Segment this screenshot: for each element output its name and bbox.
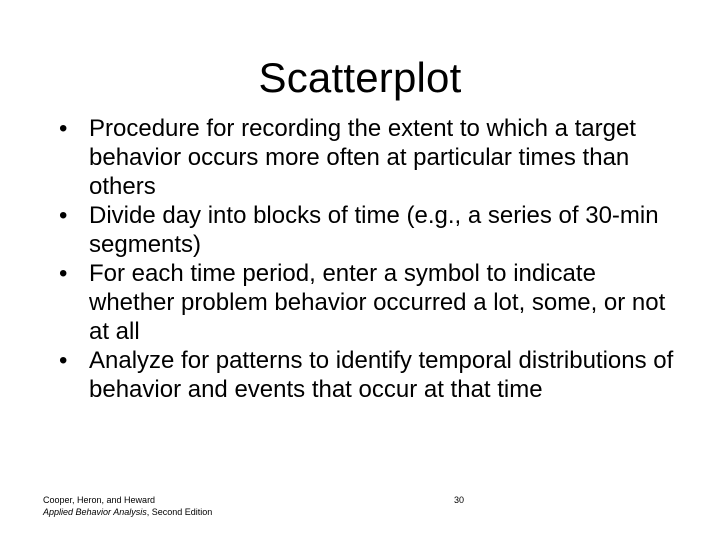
footer-edition: , Second Edition: [146, 507, 213, 517]
bullet-item: [55, 346, 675, 404]
bullet-marker: •: [59, 260, 68, 287]
footer-citation: [43, 494, 212, 518]
bullet-item: [55, 114, 675, 201]
bullet-item: [55, 201, 675, 259]
bullet-list: [55, 114, 675, 404]
bullet-text: Procedure for recording the extent to which a target behavior occurs more often at particular times than others: [89, 115, 636, 200]
page-number: 30: [454, 495, 465, 505]
bullet-marker: •: [59, 202, 68, 229]
slide-title: Scatterplot: [258, 54, 462, 101]
bullet-item: [55, 259, 675, 346]
bullet-marker: •: [59, 115, 68, 142]
bullet-text: For each time period, enter a symbol to indicate whether problem behavior occurred a lot, some, or not at all: [89, 260, 666, 345]
bullet-text: Analyze for patterns to identify temporal distributions of behavior and events that occur at that time: [89, 347, 674, 403]
footer-book-line: [43, 506, 212, 518]
footer-authors: Cooper, Heron, and Heward: [43, 495, 156, 505]
bullet-marker: •: [59, 347, 68, 374]
footer-book-title: Applied Behavior Analysis: [43, 507, 147, 517]
bullet-text: Divide day into blocks of time (e.g., a series of 30-min segments): [89, 202, 659, 258]
